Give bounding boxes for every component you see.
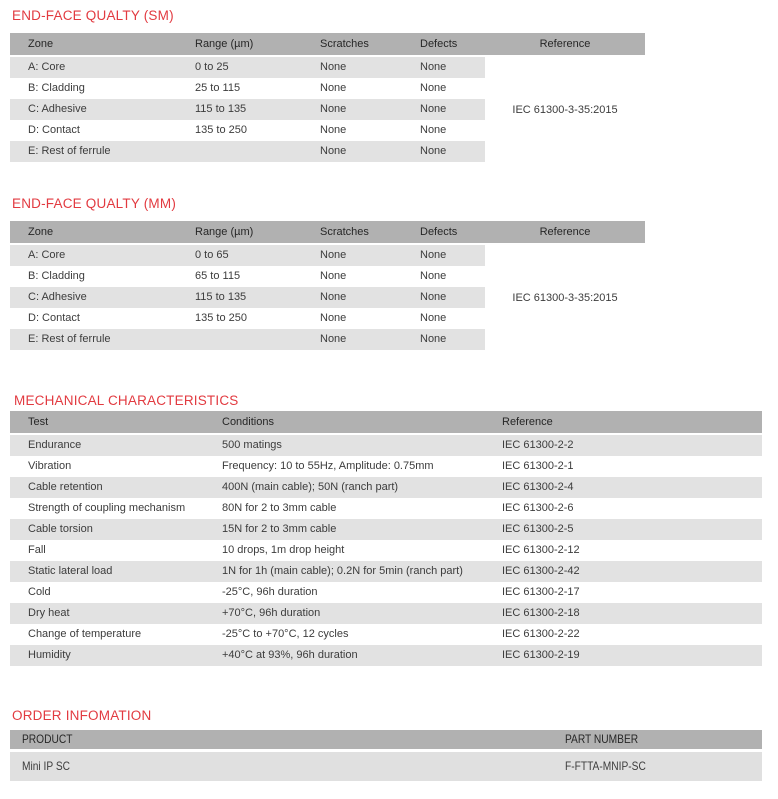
cell-scratches: None bbox=[320, 291, 347, 303]
table-row bbox=[10, 561, 762, 582]
reference-merged-cell: IEC 61300-3-35:2015 bbox=[485, 245, 645, 350]
cell-range: 135 to 250 bbox=[195, 124, 247, 136]
table-row bbox=[10, 477, 762, 498]
cell-scratches: None bbox=[320, 145, 347, 157]
cell-zone: B: Cladding bbox=[28, 270, 85, 282]
column-header-test: Test bbox=[28, 416, 49, 428]
cell-zone: C: Adhesive bbox=[28, 103, 87, 115]
cell-zone: E: Rest of ferrule bbox=[28, 333, 111, 345]
cell-product: Mini IP SC bbox=[22, 759, 70, 773]
table-row bbox=[10, 266, 485, 287]
table-row bbox=[10, 603, 762, 624]
cell-test: Humidity bbox=[28, 649, 71, 661]
cell-test: Change of temperature bbox=[28, 628, 142, 640]
table-row bbox=[10, 645, 762, 666]
cell-conditions: +70°C, 96h duration bbox=[222, 607, 321, 619]
cell-defects: None bbox=[420, 82, 447, 94]
cell-range: 25 to 115 bbox=[195, 82, 241, 94]
cell-conditions: 400N (main cable); 50N (ranch part) bbox=[222, 481, 399, 493]
cell-test: Static lateral load bbox=[28, 565, 113, 577]
cell-conditions: 500 matings bbox=[222, 439, 282, 451]
cell-defects: None bbox=[420, 291, 447, 303]
table-body bbox=[10, 752, 762, 781]
table-body bbox=[10, 435, 762, 666]
cell-reference: IEC 61300-2-12 bbox=[502, 544, 580, 556]
cell-part-number: F-FTTA-MNIP-SC bbox=[565, 759, 646, 773]
cell-test: Endurance bbox=[28, 439, 82, 451]
cell-test: Cable torsion bbox=[28, 523, 93, 535]
table-row bbox=[10, 582, 762, 603]
column-header-zone: Zone bbox=[28, 38, 54, 50]
cell-reference: IEC 61300-2-4 bbox=[502, 481, 574, 493]
table-row bbox=[10, 245, 485, 266]
cell-reference: IEC 61300-2-19 bbox=[502, 649, 580, 661]
table-row bbox=[10, 540, 762, 561]
cell-scratches: None bbox=[320, 103, 347, 115]
column-header-range: Range (µm) bbox=[195, 226, 254, 238]
cell-test: Vibration bbox=[28, 460, 72, 472]
table-row bbox=[10, 99, 485, 120]
cell-test: Cold bbox=[28, 586, 51, 598]
cell-conditions: -25°C, 96h duration bbox=[222, 586, 318, 598]
cell-conditions: -25°C to +70°C, 12 cycles bbox=[222, 628, 349, 640]
column-header-reference: Reference bbox=[539, 38, 591, 50]
cell-scratches: None bbox=[320, 333, 347, 345]
column-header-reference: Reference bbox=[502, 416, 553, 428]
column-header-zone: Zone bbox=[28, 226, 54, 238]
cell-zone: D: Contact bbox=[28, 124, 80, 136]
cell-conditions: Frequency: 10 to 55Hz, Amplitude: 0.75mm bbox=[222, 460, 434, 472]
section-title-endface-sm: END-FACE QUALTY (SM) bbox=[12, 8, 174, 23]
cell-scratches: None bbox=[320, 270, 347, 282]
column-header-scratches: Scratches bbox=[320, 226, 369, 238]
cell-reference: IEC 61300-2-2 bbox=[502, 439, 574, 451]
column-header-defects: Defects bbox=[420, 226, 458, 238]
cell-conditions: 10 drops, 1m drop height bbox=[222, 544, 345, 556]
cell-scratches: None bbox=[320, 82, 347, 94]
table-row bbox=[10, 329, 485, 350]
column-header-reference: Reference bbox=[539, 226, 591, 238]
cell-conditions: 15N for 2 to 3mm cable bbox=[222, 523, 337, 535]
cell-zone: D: Contact bbox=[28, 312, 80, 324]
cell-reference: IEC 61300-2-22 bbox=[502, 628, 580, 640]
cell-scratches: None bbox=[320, 312, 347, 324]
cell-zone: A: Core bbox=[28, 249, 66, 261]
cell-defects: None bbox=[420, 61, 447, 73]
cell-defects: None bbox=[420, 333, 447, 345]
table-row bbox=[10, 141, 485, 162]
section-title-endface-mm: END-FACE QUALTY (MM) bbox=[12, 196, 177, 211]
cell-test: Cable retention bbox=[28, 481, 103, 493]
cell-reference: IEC 61300-2-5 bbox=[502, 523, 574, 535]
column-header-part-number: PART NUMBER bbox=[565, 732, 639, 746]
cell-test: Strength of coupling mechanism bbox=[28, 502, 186, 514]
cell-reference: IEC 61300-2-18 bbox=[502, 607, 580, 619]
cell-defects: None bbox=[420, 103, 447, 115]
endface-mm-table bbox=[10, 221, 645, 350]
table-row bbox=[10, 519, 762, 540]
cell-reference: IEC 61300-2-6 bbox=[502, 502, 574, 514]
table-row bbox=[10, 752, 762, 781]
cell-scratches: None bbox=[320, 249, 347, 261]
table-header-row bbox=[10, 730, 762, 749]
cell-range: 0 to 65 bbox=[195, 249, 229, 261]
cell-range: 0 to 25 bbox=[195, 61, 229, 73]
cell-reference: IEC 61300-2-42 bbox=[502, 565, 580, 577]
section-title-mechanical: MECHANICAL CHARACTERISTICS bbox=[14, 393, 239, 408]
cell-defects: None bbox=[420, 312, 447, 324]
table-row bbox=[10, 308, 485, 329]
reference-merged-cell: IEC 61300-3-35:2015 bbox=[485, 57, 645, 162]
column-header-range: Range (µm) bbox=[195, 38, 254, 50]
cell-defects: None bbox=[420, 124, 447, 136]
table-header-row bbox=[10, 411, 762, 433]
cell-defects: None bbox=[420, 145, 447, 157]
cell-conditions: 1N for 1h (main cable); 0.2N for 5min (ranch part) bbox=[222, 565, 463, 577]
column-header-conditions: Conditions bbox=[222, 416, 274, 428]
cell-zone: C: Adhesive bbox=[28, 291, 87, 303]
cell-range: 65 to 115 bbox=[195, 270, 241, 282]
table-row bbox=[10, 624, 762, 645]
table-header-row bbox=[10, 33, 645, 55]
cell-zone: A: Core bbox=[28, 61, 66, 73]
table-row bbox=[10, 498, 762, 519]
cell-range: 135 to 250 bbox=[195, 312, 247, 324]
table-row bbox=[10, 120, 485, 141]
cell-reference: IEC 61300-2-1 bbox=[502, 460, 574, 472]
order-table bbox=[10, 730, 762, 781]
cell-zone: B: Cladding bbox=[28, 82, 85, 94]
cell-scratches: None bbox=[320, 61, 347, 73]
column-header-defects: Defects bbox=[420, 38, 458, 50]
cell-scratches: None bbox=[320, 124, 347, 136]
cell-test: Fall bbox=[28, 544, 46, 556]
mechanical-table bbox=[10, 411, 762, 666]
table-row bbox=[10, 456, 762, 477]
cell-range: 115 to 135 bbox=[195, 291, 247, 303]
cell-reference: IEC 61300-2-17 bbox=[502, 586, 580, 598]
column-header-scratches: Scratches bbox=[320, 38, 369, 50]
cell-defects: None bbox=[420, 249, 447, 261]
table-row bbox=[10, 78, 485, 99]
cell-zone: E: Rest of ferrule bbox=[28, 145, 111, 157]
endface-sm-table bbox=[10, 33, 645, 162]
table-header-row bbox=[10, 221, 645, 243]
table-row bbox=[10, 57, 485, 78]
cell-range: 115 to 135 bbox=[195, 103, 247, 115]
section-title-order: ORDER INFOMATION bbox=[12, 708, 152, 723]
cell-conditions: +40°C at 93%, 96h duration bbox=[222, 649, 358, 661]
cell-test: Dry heat bbox=[28, 607, 70, 619]
table-row bbox=[10, 435, 762, 456]
column-header-product: PRODUCT bbox=[22, 732, 73, 746]
table-row bbox=[10, 287, 485, 308]
cell-conditions: 80N for 2 to 3mm cable bbox=[222, 502, 337, 514]
cell-defects: None bbox=[420, 270, 447, 282]
